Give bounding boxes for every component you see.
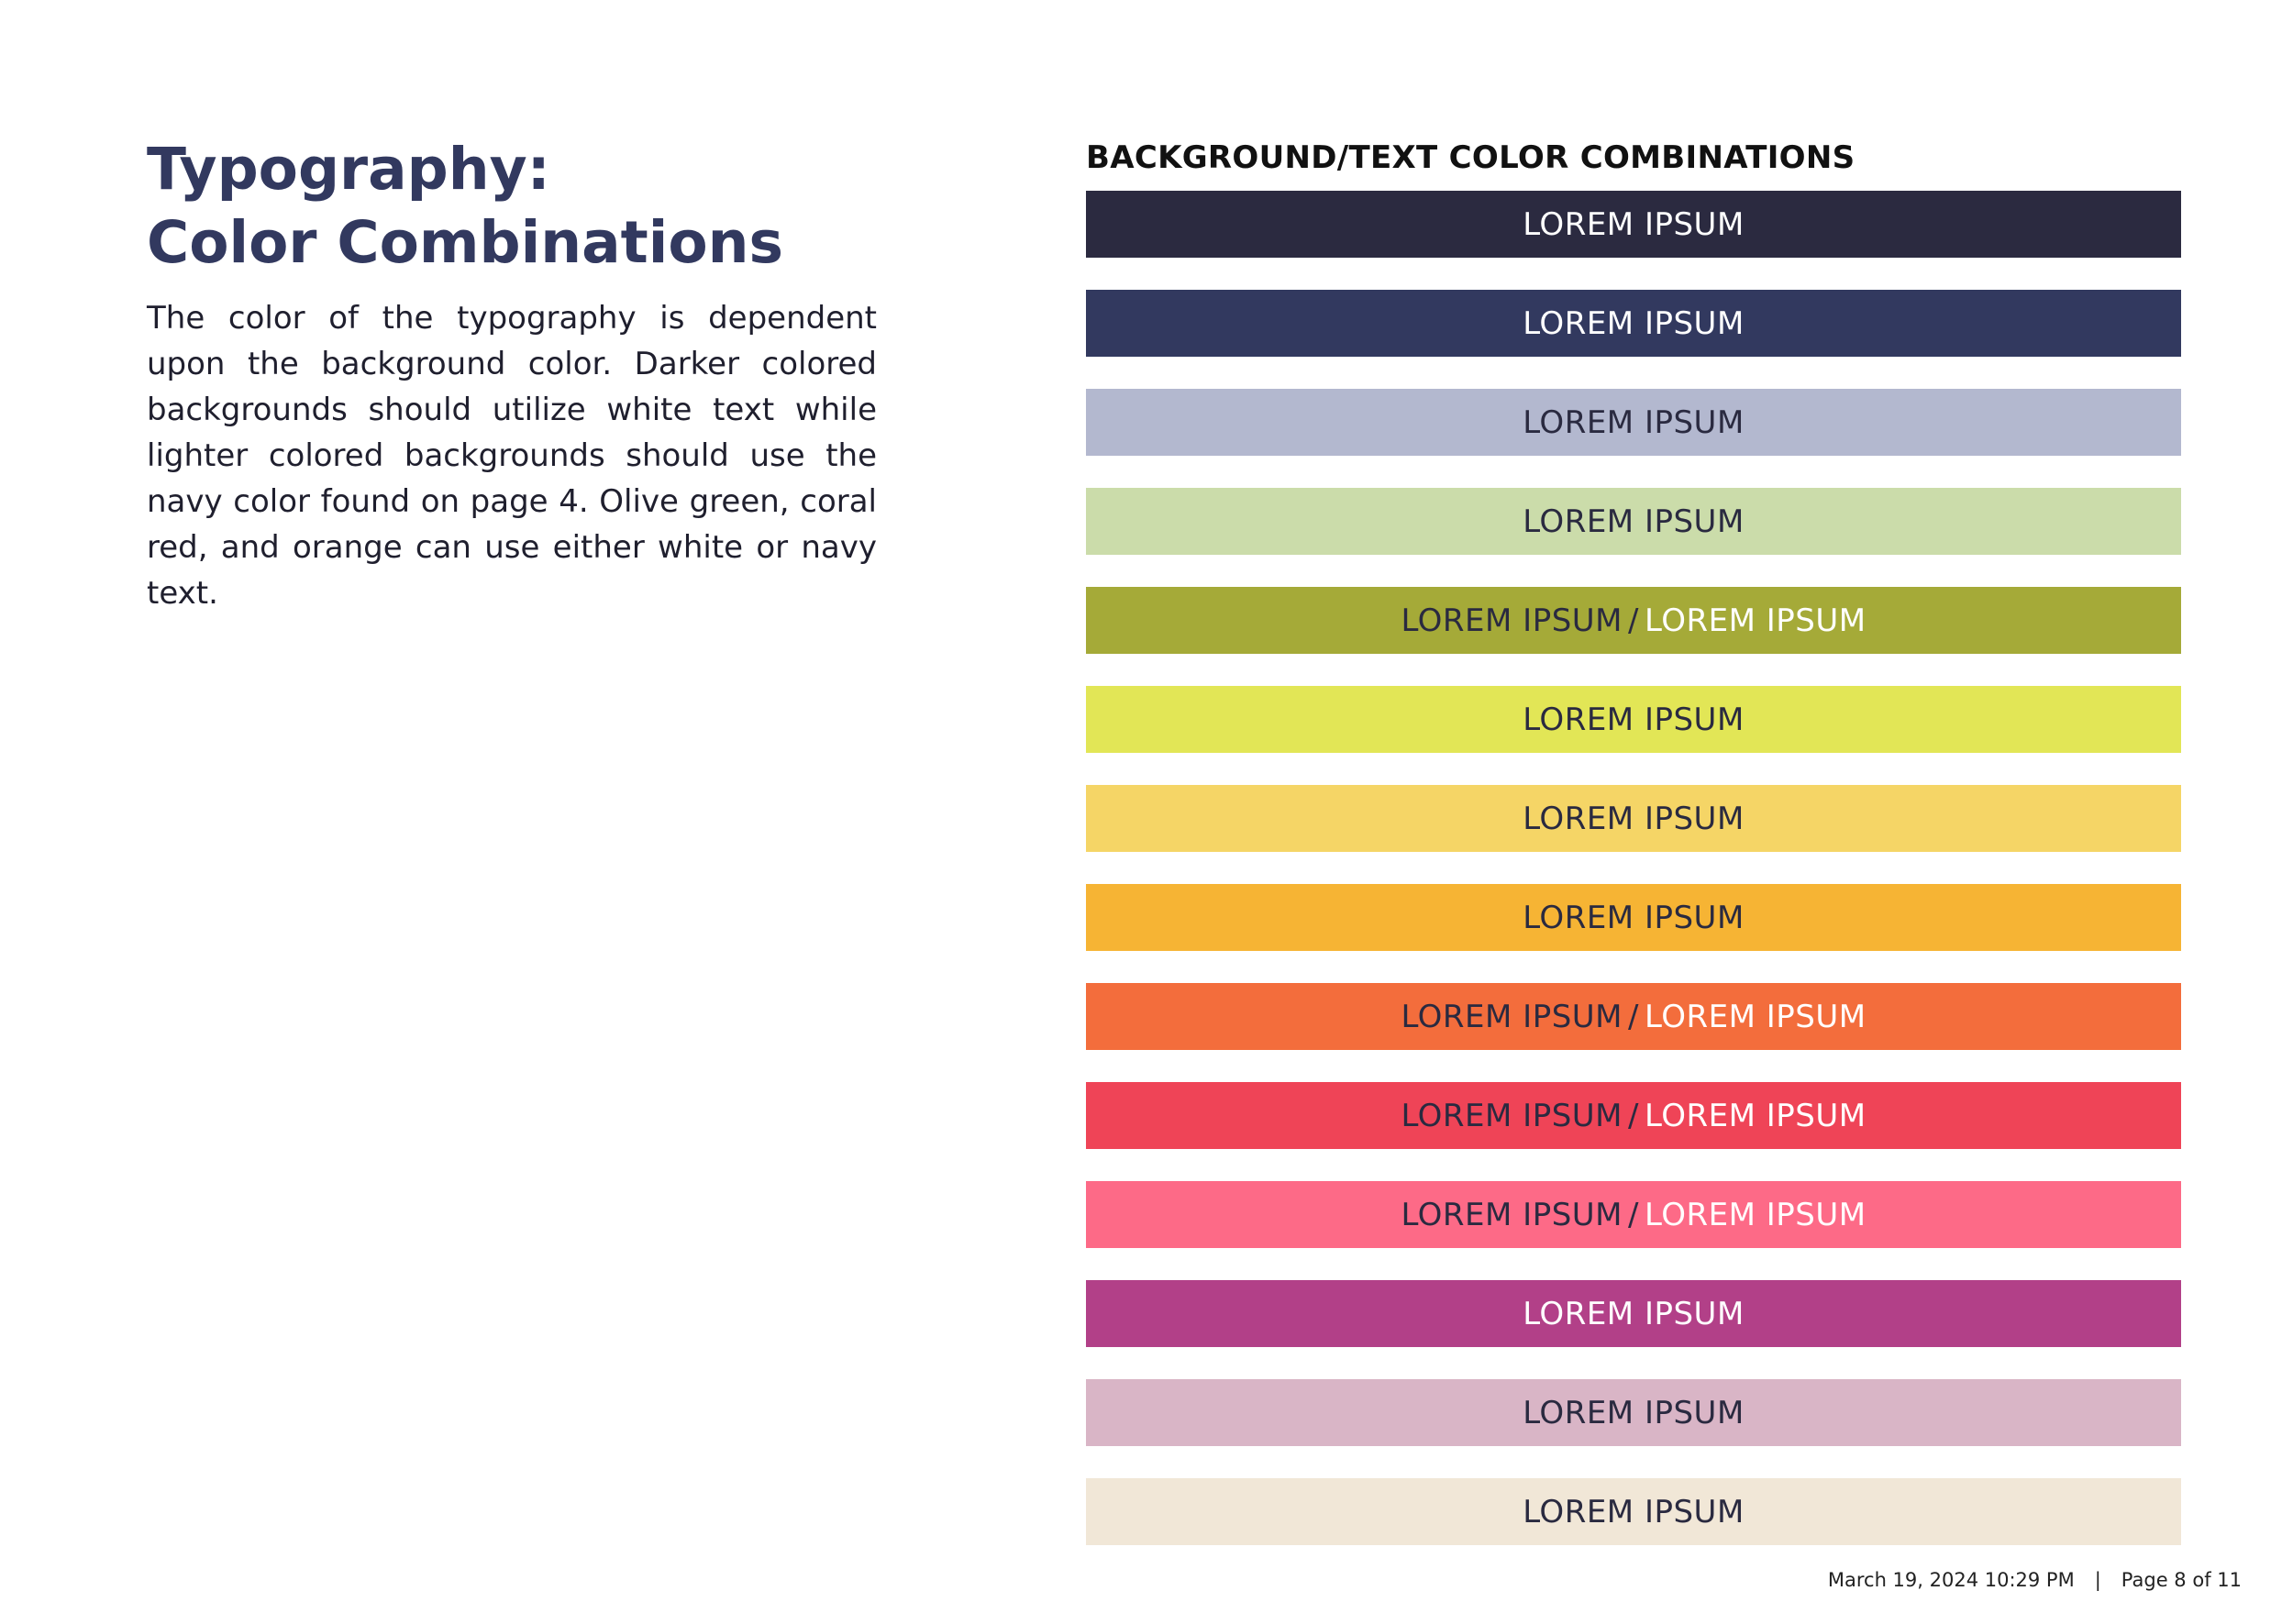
swatch-label-white: LOREM IPSUM [1644, 1097, 1867, 1134]
swatch-separator: / [1628, 602, 1639, 639]
color-swatch [1086, 488, 2181, 555]
swatch-label-navy: LOREM IPSUM [1401, 998, 1623, 1035]
swatch-label: LOREM IPSUM [1523, 205, 1745, 243]
swatch-separator: / [1628, 998, 1639, 1035]
color-swatch [1086, 983, 2181, 1050]
color-swatch [1086, 587, 2181, 654]
page-title-line-1: Typography: [147, 136, 550, 203]
color-swatch [1086, 290, 2181, 357]
page-footer [1828, 1569, 2242, 1591]
swatch-label: LOREM IPSUM [1523, 1394, 1745, 1431]
footer-page-number: Page 8 of 11 [2121, 1569, 2242, 1591]
color-swatch [1086, 1379, 2181, 1446]
swatch-label: LOREM IPSUM [1523, 503, 1745, 540]
color-swatch-list [1086, 191, 2181, 1545]
color-swatch [1086, 1181, 2181, 1248]
color-swatch [1086, 884, 2181, 951]
color-swatch [1086, 1082, 2181, 1149]
color-swatch [1086, 1478, 2181, 1545]
color-swatch [1086, 686, 2181, 753]
color-swatch [1086, 1280, 2181, 1347]
swatch-label-navy: LOREM IPSUM [1401, 1097, 1623, 1134]
page-title-line-2: Color Combinations [147, 209, 783, 276]
swatch-label: LOREM IPSUM [1523, 701, 1745, 738]
swatch-label: LOREM IPSUM [1523, 1295, 1745, 1332]
color-swatch [1086, 785, 2181, 852]
swatch-label-white: LOREM IPSUM [1644, 998, 1867, 1035]
swatch-label-navy: LOREM IPSUM [1401, 1196, 1623, 1233]
swatch-label: LOREM IPSUM [1523, 800, 1745, 837]
swatch-separator: / [1628, 1097, 1639, 1134]
footer-datetime: March 19, 2024 10:29 PM [1827, 1569, 2075, 1591]
swatch-separator: / [1628, 1196, 1639, 1233]
section-heading: BACKGROUND/TEXT COLOR COMBINATIONS [1086, 139, 1855, 176]
swatch-label: LOREM IPSUM [1523, 899, 1745, 936]
swatch-label-navy: LOREM IPSUM [1401, 602, 1623, 639]
color-swatch [1086, 191, 2181, 258]
swatch-label-white: LOREM IPSUM [1644, 1196, 1867, 1233]
body-paragraph: The color of the typography is dependent upon the background color. Darker colored backgrounds should utilize white text while lighter colored backgrounds should use the navy color found on page 4. Olive green, coral red, and orange can use either white or navy text. [147, 300, 877, 612]
footer-divider: | [2094, 1569, 2101, 1591]
swatch-label: LOREM IPSUM [1523, 403, 1745, 441]
color-swatch [1086, 389, 2181, 456]
swatch-label: LOREM IPSUM [1523, 1493, 1745, 1530]
swatch-label: LOREM IPSUM [1523, 304, 1745, 342]
page-title [147, 133, 972, 280]
swatch-label-white: LOREM IPSUM [1644, 602, 1867, 639]
